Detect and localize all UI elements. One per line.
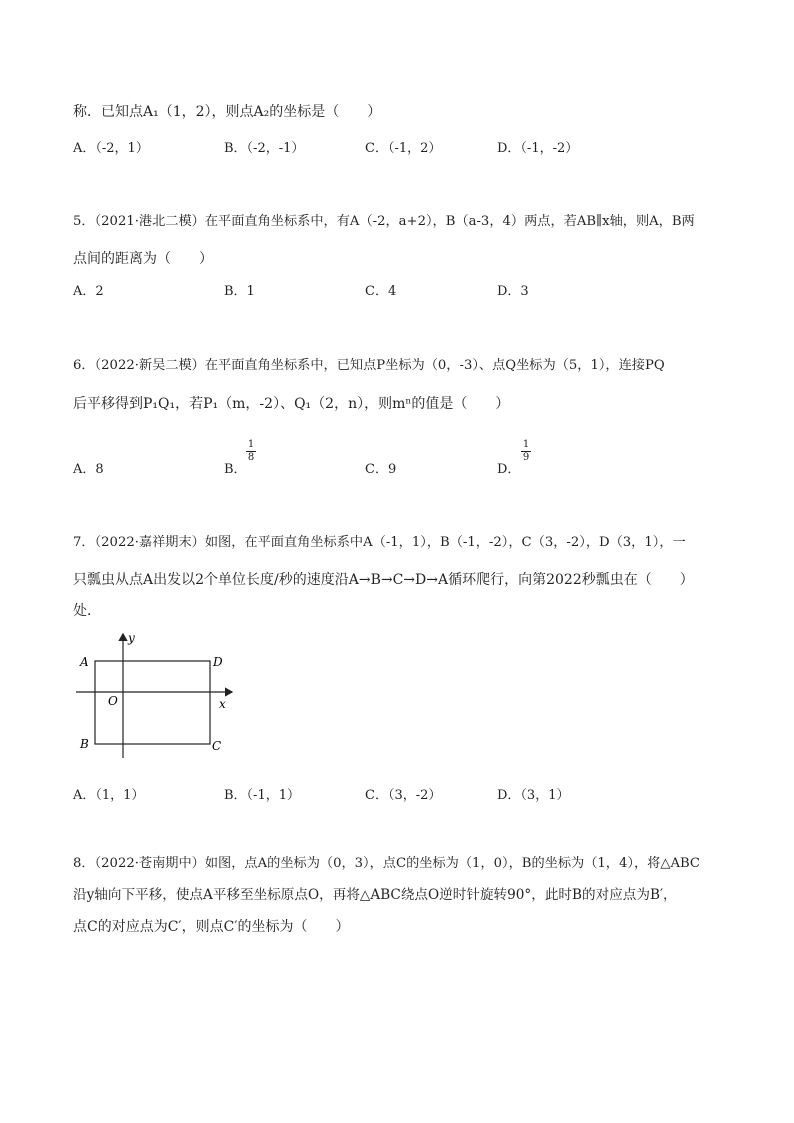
q6-line-2: 后平移得到P₁Q₁，若P₁（m，-2）、Q₁（2，n），则mⁿ的值是（ ） xyxy=(73,396,510,412)
y-axis-label: y xyxy=(128,631,135,645)
q7-option-d: D．（3，1） xyxy=(497,788,570,803)
q6-option-d: D． xyxy=(497,462,521,477)
q6-option-b: B． xyxy=(224,462,247,477)
q5-option-d: D．3 xyxy=(497,284,529,299)
q5-line-2: 点间的距离为（ ） xyxy=(73,251,213,267)
q5-option-b: B．1 xyxy=(224,284,255,299)
q6-option-c: C．9 xyxy=(365,462,397,477)
q4-option-b: B．（-2，-1） xyxy=(224,141,305,156)
q4-stem: 称．已知点A₁（1，2），则点A₂的坐标是（ ） xyxy=(73,104,382,120)
q6-fraction-d-numerator: 1 xyxy=(522,439,530,450)
q5-option-c: C．4 xyxy=(365,284,397,299)
q8-line-3: 点C的对应点为C′，则点C′的坐标为（ ） xyxy=(73,919,350,935)
q8-line-2: 沿y轴向下平移，使点A平移至坐标原点O，再将△ABC绕点O逆时针旋转90°，此时B的对应点为B′， xyxy=(73,887,677,903)
q7-line-2: 只瓢虫从点A出发以2个单位长度/秒的速度沿A→B→C→D→A循环爬行，向第2022秒瓢虫在（ ） xyxy=(73,572,694,588)
q7-line-3: 处． xyxy=(73,603,101,619)
origin-label: O xyxy=(108,694,118,708)
point-a-label: A xyxy=(80,655,89,669)
q4-option-c: C．（-1，2） xyxy=(365,141,442,156)
point-d-label: D xyxy=(213,655,223,669)
q5-line-1: 5．（2021·港北二模）在平面直角坐标系中，有A（-2，a+2），B（a-3，4）两点，若AB∥x轴，则A，B两 xyxy=(73,214,695,229)
x-axis-label: x xyxy=(219,697,226,711)
q4-option-d: D．（-1，-2） xyxy=(497,141,579,156)
q7-line-1: 7．（2022·嘉祥期末）如图，在平面直角坐标系中A（-1，1），B（-1，-2），C（3，-2），D（3，1），一 xyxy=(73,535,686,550)
point-c-label: C xyxy=(212,739,222,753)
q6-fraction-d xyxy=(521,440,531,463)
q5-option-a: A．2 xyxy=(73,284,104,299)
q6-fraction-d-denominator: 9 xyxy=(522,452,530,463)
q6-line-1: 6．（2022·新吴二模）在平面直角坐标系中，已知点P坐标为（0，-3）、点Q坐标为（5，1），连接PQ xyxy=(73,358,665,373)
q6-fraction-b-denominator: 8 xyxy=(247,452,255,463)
q6-fraction-b-numerator: 1 xyxy=(247,439,255,450)
point-b-label: B xyxy=(80,737,89,751)
q8-line-1: 8．（2022·苍南期中）如图，点A的坐标为（0，3），点C的坐标为（1，0），B的坐标为（1，4），将△ABC xyxy=(73,856,701,871)
q4-option-a: A．（-2，1） xyxy=(73,141,149,156)
q7-option-b: B．（-1，1） xyxy=(224,788,300,803)
q7-option-c: C．（3，-2） xyxy=(365,788,442,803)
q7-option-a: A．（1，1） xyxy=(73,788,145,803)
q7-coordinate-figure xyxy=(70,628,250,763)
q6-option-a: A．8 xyxy=(73,462,104,477)
q6-fraction-b xyxy=(246,440,256,463)
